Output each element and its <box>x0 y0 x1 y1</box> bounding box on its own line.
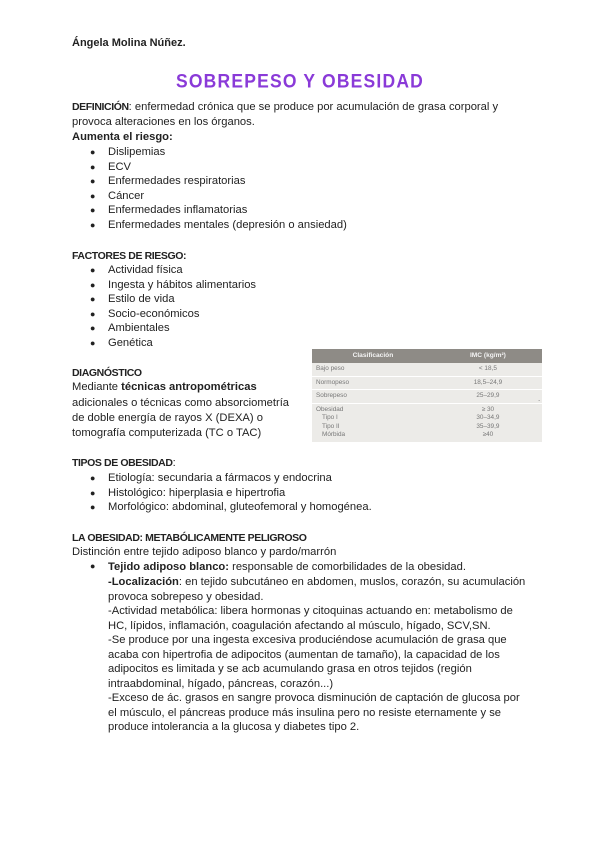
risk-factors-heading: FACTORES DE RIESGO: <box>72 250 187 262</box>
metabolic-heading: LA OBESIDAD: METABÓLICAMENTE PELIGROSO <box>72 532 307 544</box>
metabolic-intro: Distinción entre tejido adiposo blanco y pardo/marrón <box>72 546 337 558</box>
bullet-icon: ● <box>90 190 96 201</box>
bullet-icon: ● <box>90 308 96 319</box>
white-adipose-line: Tejido adiposo blanco: responsable de comorbilidades de la obesidad. <box>108 561 466 573</box>
metabolic-line: adipocitos es limitada y se acb acumulando grasa en otros tejidos (región <box>108 663 472 675</box>
diagnosis-line-3: de doble energía de rayos X (DEXA) o <box>72 412 263 424</box>
obesity-types-heading: TIPOS DE OBESIDAD <box>72 457 173 469</box>
risk-factors-list <box>72 263 256 351</box>
bullet-icon: ● <box>90 294 96 305</box>
bullet-icon: ● <box>90 176 96 187</box>
list-item: ● Actividad física <box>90 264 183 276</box>
list-item: ● Etiología: secundaria a fármacos y endocrina <box>90 472 332 484</box>
metabolic-line: produce intolerancia a la glucosa y diabetes tipo 2. <box>108 721 360 733</box>
diagnosis-line-4: tomografía computerizada (TC o TAC) <box>72 427 262 439</box>
bullet-icon: ● <box>90 265 96 275</box>
author-name: Ángela Molina Núñez. <box>72 37 186 49</box>
list-item: ● Enfermedades respiratorias <box>90 175 246 188</box>
metabolic-line: acaba con hipertrofia de adipocitos (aumentan de tamaño), la capacidad de los <box>108 649 500 661</box>
list-item: ● Enfermedades mentales (depresión o ansiedad) <box>90 218 347 231</box>
diagnosis-line-2: adicionales o técnicas como absorciometría <box>72 397 290 409</box>
table-row: Obesidad Tipo I Tipo II Mórbida ≥ 30 30–34,9 35–39,9 ≥40 <box>312 403 542 442</box>
metabolic-line: el músculo, el páncreas produce más insulina pero no resiste eternamente y se <box>108 707 502 719</box>
bullet-icon: ● <box>90 147 96 157</box>
list-item: ● Ingesta y hábitos alimentarios <box>90 278 257 291</box>
bullet-icon: ● <box>90 323 96 334</box>
definition-line-1 <box>72 100 542 115</box>
metabolic-line: -Se produce por una ingesta excesiva produciéndose acumulación de grasa que <box>108 634 507 646</box>
obesity-types-list <box>72 471 372 515</box>
list-item: ● ECV <box>90 160 132 173</box>
definition-text-2: provoca alteraciones en los órganos. <box>72 116 255 128</box>
table-header-bmi: IMC (kg/m²) <box>434 349 542 363</box>
diagnosis-heading: DIAGNÓSTICO <box>72 367 142 379</box>
metabolic-line: HC, lípidos, inflamación, coagulación afectando al músculo, hígado, SCV,SN. <box>108 620 491 632</box>
document-title: SOBREPESO Y OBESIDAD <box>176 69 424 93</box>
table-header-classification: Clasificación <box>312 349 434 363</box>
table-header-row <box>312 349 542 363</box>
table-row: Normopeso 18,5–24,9 <box>312 376 542 390</box>
list-item: ● Genética <box>90 336 153 349</box>
table-row: Sobrepeso 25–29,9 <box>312 390 542 404</box>
bullet-icon: ● <box>90 279 96 290</box>
metabolic-line: -Exceso de ác. grasos en sangre provoca disminución de captación de glucosa por <box>108 692 520 704</box>
metabolic-line: intraabdominal, hígado, páncreas, corazón...) <box>108 678 334 690</box>
bullet-icon: ● <box>90 205 96 216</box>
obesity-types-heading-line: TIPOS DE OBESIDAD: <box>72 457 176 469</box>
stray-mark: . <box>538 394 541 403</box>
bullet-icon: ● <box>90 337 96 348</box>
list-item: ● Enfermedades inflamatorias <box>90 204 248 217</box>
list-item: ● Morfológico: abdominal, gluteofemoral y homogénea. <box>90 501 372 514</box>
bullet-icon: ● <box>90 487 96 498</box>
list-item: ● Estilo de vida <box>90 293 175 306</box>
definition-label: DEFINICIÓN <box>72 101 129 113</box>
bullet-icon: ● <box>90 473 96 483</box>
list-item: ● Dislipemias <box>90 146 166 158</box>
list-item: ● Ambientales <box>90 322 170 335</box>
list-item: ● Cáncer <box>90 189 145 202</box>
localization-line: -Localización: en tejido subcutáneo en abdomen, muslos, corazón, su acumulación <box>108 576 526 588</box>
bullet-icon: ● <box>90 561 96 571</box>
list-item: ● Histológico: hiperplasia e hipertrofia <box>90 486 286 499</box>
list-item: ● Socio-económicos <box>90 307 200 320</box>
definition-text-1: : enfermedad crónica que se produce por acumulación de grasa corporal y <box>128 101 499 113</box>
risk-list <box>72 145 347 233</box>
bullet-icon: ● <box>90 219 96 230</box>
metabolic-line: provoca sobrepeso y obesidad. <box>108 591 264 603</box>
risk-heading: Aumenta el riesgo: <box>72 131 173 143</box>
list-item <box>90 559 95 574</box>
table-row: Bajo peso < 18,5 <box>312 363 542 376</box>
metabolic-line: -Actividad metabólica: libera hormonas y citoquinas actuando en: metabolismo de <box>108 605 513 617</box>
bmi-classification-table <box>312 349 542 443</box>
bullet-icon: ● <box>90 161 96 172</box>
diagnosis-line-1: Mediante técnicas antropométricas <box>72 381 257 393</box>
bullet-icon: ● <box>90 502 96 513</box>
